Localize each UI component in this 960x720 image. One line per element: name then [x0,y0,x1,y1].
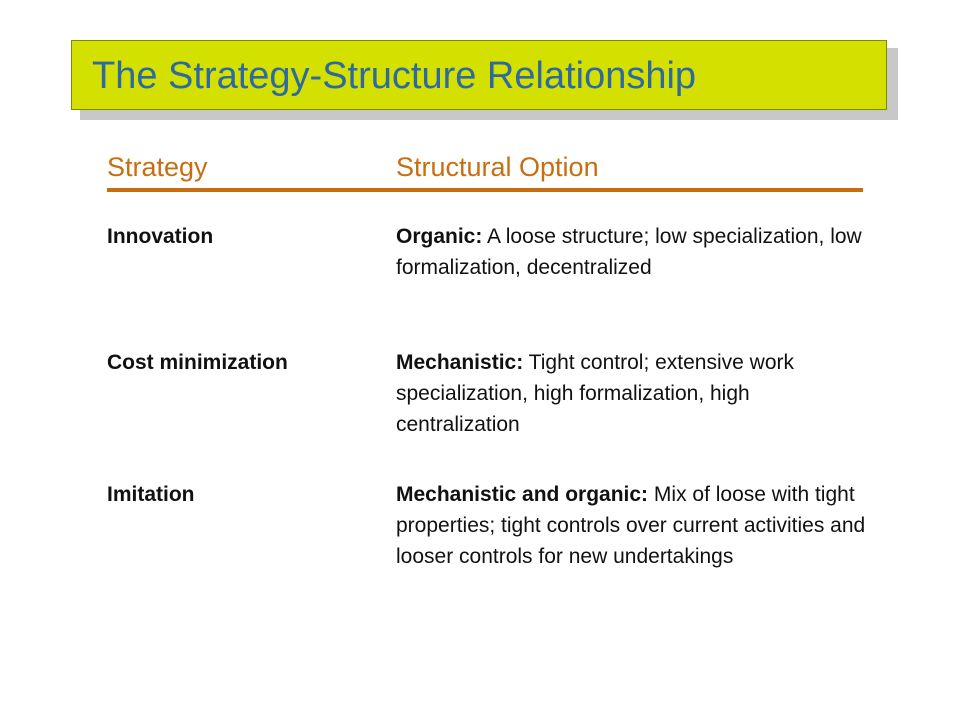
row-structural-option [396,221,866,283]
row-structural-option [396,347,866,440]
row-strategy-label: Innovation [107,225,214,248]
row-structural-option [396,479,866,572]
row-strategy-label: Imitation [107,483,195,506]
header-structural-option: Structural Option [396,152,599,182]
option-description: Tight control; extensive work specialization, high formalization, high centralization [396,351,795,436]
option-description: A loose structure; low specialization, low formalization, decentralized [396,225,862,279]
option-lead: Mechanistic: [396,351,524,374]
option-lead: Organic: [396,225,483,248]
row-strategy-label: Cost minimization [107,351,288,374]
header-divider [107,188,863,192]
option-lead: Mechanistic and organic: [396,483,649,506]
option-description: Mix of loose with tight properties; tight controls over current activities and looser controls for new undertakings [396,483,866,568]
title-bar [71,40,887,110]
slide-title: The Strategy-Structure Relationship [92,55,697,97]
header-strategy: Strategy [107,152,208,182]
